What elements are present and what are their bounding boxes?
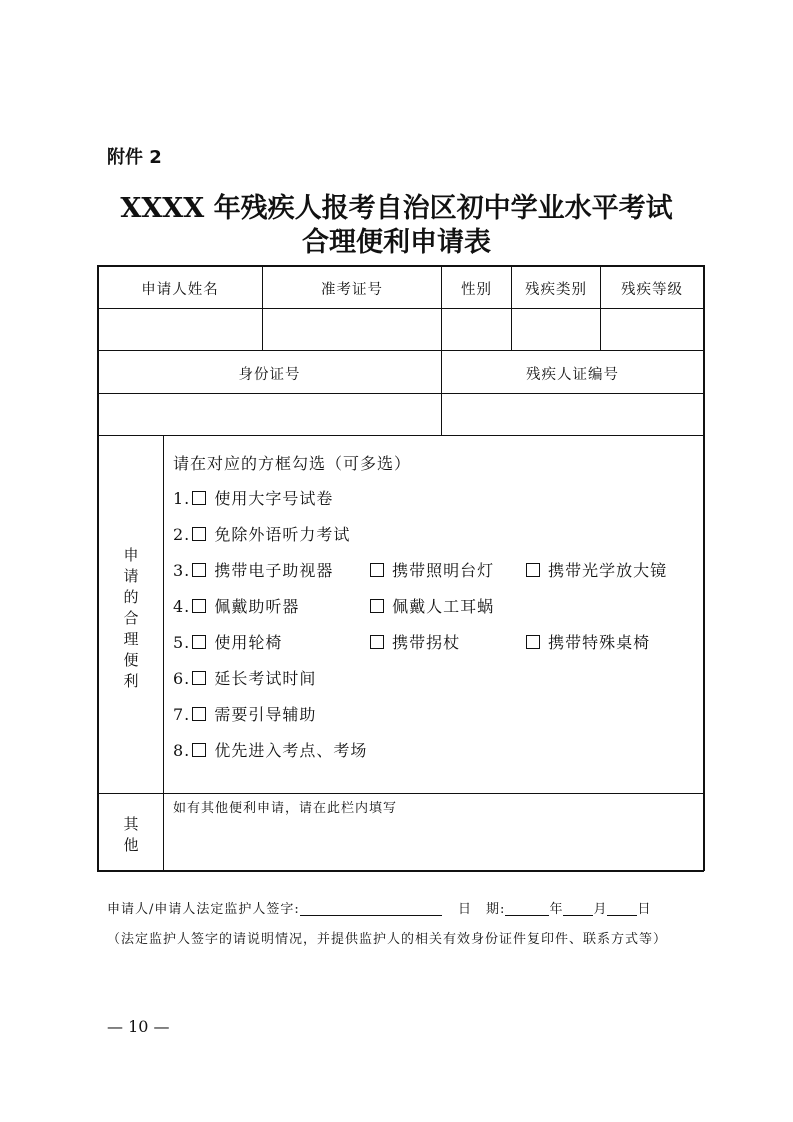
other-request-field[interactable] bbox=[166, 815, 701, 868]
disability-certificate-field[interactable] bbox=[443, 395, 702, 434]
option-priority-entry[interactable]: 8. 优先进入考点、考场 bbox=[173, 741, 368, 760]
checkbox[interactable] bbox=[192, 743, 206, 757]
option-crutches[interactable]: 携带拐杖 bbox=[368, 630, 460, 653]
checkbox[interactable] bbox=[192, 563, 206, 577]
vertical-char: 其 bbox=[123, 815, 139, 833]
guardian-note: （法定监护人签字的请说明情况，并提供监护人的相关有效身份证件复印件、联系方式等） bbox=[107, 932, 668, 947]
year-field[interactable] bbox=[505, 901, 549, 916]
checkbox[interactable] bbox=[192, 491, 206, 505]
id-number-field[interactable] bbox=[99, 395, 440, 434]
vertical-char: 请 bbox=[123, 567, 139, 585]
vertical-char: 理 bbox=[123, 630, 139, 648]
vertical-char: 他 bbox=[123, 836, 139, 854]
vertical-char: 的 bbox=[123, 588, 139, 606]
option-lighting-lamp[interactable]: 携带照明台灯 bbox=[368, 558, 494, 581]
checkbox[interactable] bbox=[192, 671, 206, 685]
checkbox[interactable] bbox=[192, 707, 206, 721]
checkbox[interactable] bbox=[192, 635, 206, 649]
option-extended-time[interactable]: 6. 延长考试时间 bbox=[173, 669, 317, 688]
admission-ticket-field[interactable] bbox=[264, 310, 440, 349]
header-disability-type: 残疾类别 bbox=[525, 282, 587, 298]
attachment-label: 附件 2 bbox=[107, 147, 162, 168]
header-id-number: 身份证号 bbox=[238, 367, 301, 383]
vertical-char: 便 bbox=[123, 651, 139, 669]
header-disability-certificate: 残疾人证编号 bbox=[526, 367, 619, 383]
request-section-label bbox=[119, 545, 143, 692]
disability-level-field[interactable] bbox=[602, 310, 702, 349]
header-gender: 性别 bbox=[461, 282, 492, 298]
other-section-label bbox=[119, 814, 143, 856]
option-electronic-magnifier[interactable]: 3. 携带电子助视器 bbox=[173, 561, 334, 580]
signature-row: 申请人/申请人法定监护人签字: 日 期: 年 月 日 bbox=[107, 902, 652, 917]
option-large-print[interactable]: 1. 使用大字号试卷 bbox=[173, 489, 334, 508]
other-hint: 如有其他便利申请，请在此栏内填写 bbox=[173, 801, 398, 816]
checkbox[interactable] bbox=[370, 563, 384, 577]
day-field[interactable] bbox=[607, 901, 637, 916]
date-label: 日 期: bbox=[458, 902, 506, 917]
option-special-desk[interactable]: 携带特殊桌椅 bbox=[524, 630, 650, 653]
checkbox[interactable] bbox=[192, 599, 206, 613]
header-applicant-name: 申请人姓名 bbox=[141, 282, 219, 298]
instruction-text: 请在对应的方框勾选（可多选） bbox=[173, 454, 412, 473]
vertical-char: 利 bbox=[123, 672, 139, 690]
month-field[interactable] bbox=[563, 901, 593, 916]
gender-field[interactable] bbox=[443, 310, 510, 349]
signature-label: 申请人/申请人法定监护人签字: bbox=[107, 902, 300, 917]
option-wheelchair[interactable]: 5. 使用轮椅 bbox=[173, 633, 283, 652]
checkbox[interactable] bbox=[526, 563, 540, 577]
form-title-line1: XXXX 年残疾人报考自治区初中学业水平考试 bbox=[120, 193, 673, 224]
form-title-line2: 合理便利申请表 bbox=[302, 227, 491, 258]
applicant-name-field[interactable] bbox=[99, 310, 261, 349]
option-optical-magnifier[interactable]: 携带光学放大镜 bbox=[524, 558, 667, 581]
page-number: — 10 — bbox=[107, 1017, 170, 1036]
option-hearing-aid[interactable]: 4. 佩戴助听器 bbox=[173, 597, 300, 616]
checkbox[interactable] bbox=[370, 635, 384, 649]
disability-type-field[interactable] bbox=[513, 310, 599, 349]
checkbox[interactable] bbox=[526, 635, 540, 649]
header-disability-level: 残疾等级 bbox=[621, 282, 683, 298]
vertical-char: 合 bbox=[123, 609, 139, 627]
vertical-char: 申 bbox=[123, 546, 139, 564]
checkbox[interactable] bbox=[370, 599, 384, 613]
option-exempt-listening[interactable]: 2. 免除外语听力考试 bbox=[173, 525, 351, 544]
checkbox[interactable] bbox=[192, 527, 206, 541]
option-guided-assistance[interactable]: 7. 需要引导辅助 bbox=[173, 705, 317, 724]
option-cochlear-implant[interactable]: 佩戴人工耳蜗 bbox=[368, 594, 494, 617]
signature-field[interactable] bbox=[300, 901, 442, 916]
header-admission-ticket: 准考证号 bbox=[321, 282, 383, 298]
